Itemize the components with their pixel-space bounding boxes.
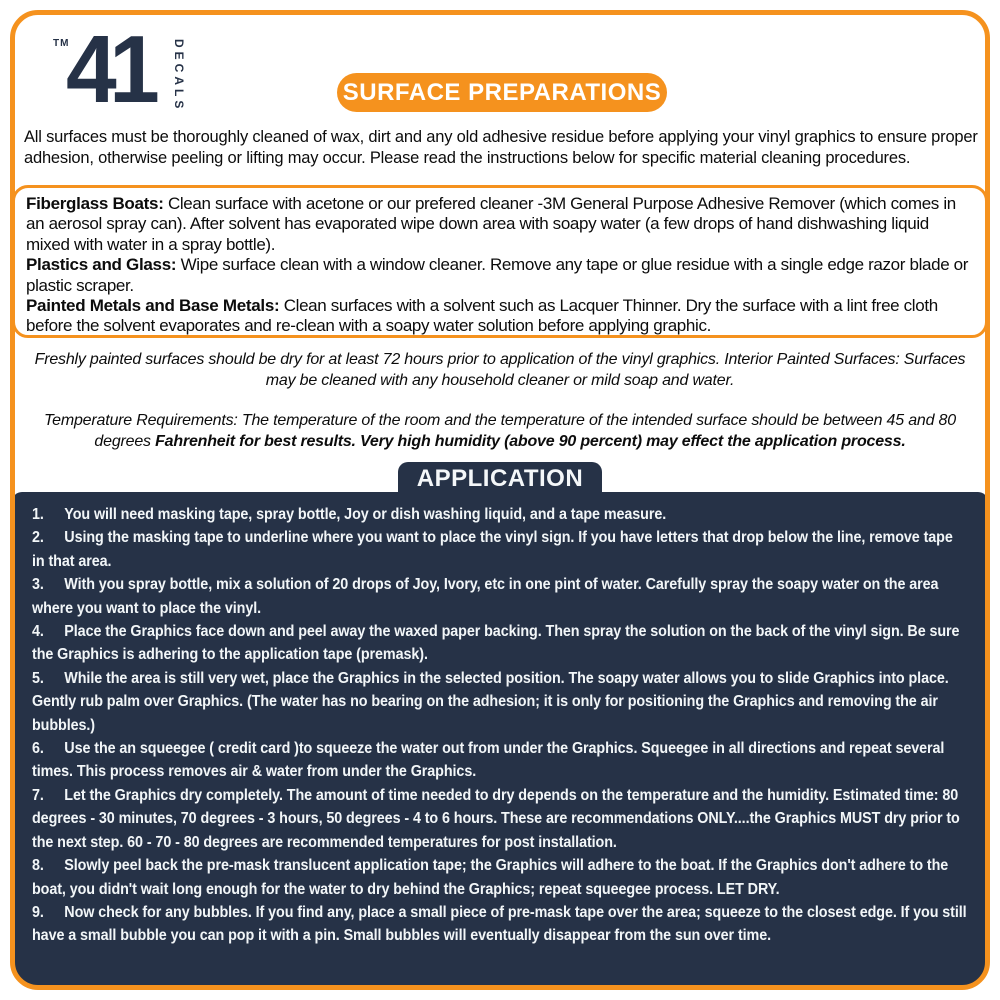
step-text: Using the masking tape to underline where you want to place the vinyl sign. If you have letters that drop below the line, remove tape in that area.	[32, 529, 953, 570]
step-number: 3.	[32, 576, 44, 594]
logo-vertical-text: DECALS	[172, 39, 186, 113]
material-cleaning-paragraph	[26, 255, 974, 296]
step-text: Let the Graphics dry completely. The amount of time needed to dry depends on the temperature and the humidity. Estimated time: 80 degrees - 30 minutes, 70 degrees - 3 hours, 50 degrees - 4 to 6 hours. These are recommendations ONLY....the Graphics MUST dry prior to the next step. 60 - 70 - 80 degrees are recommended temperatures for post installation.	[32, 786, 960, 851]
step-number: 8.	[32, 857, 44, 875]
application-header-tab	[398, 462, 602, 496]
step-number: 7.	[32, 786, 44, 804]
drying-note: Freshly painted surfaces should be dry for at least 72 hours prior to application of the vinyl graphics. Interior Painted Surfaces: Surfaces may be cleaned with any household cleaner or mild soap and water.	[34, 351, 966, 389]
material-cleaning-box	[12, 185, 988, 338]
application-step	[32, 573, 967, 620]
application-title: APPLICATION	[416, 465, 584, 492]
logo-number: 41	[66, 16, 153, 123]
brand-logo	[50, 16, 200, 126]
step-number: 6.	[32, 740, 44, 758]
step-number: 9.	[32, 903, 44, 921]
step-text: While the area is still very wet, place the Graphics in the selected position. The soapy water allows you to slide Graphics into place. Gently rub palm over Graphics. (The water has no bearing on the adhesion; it is only for positioning the Graphics and removing the air bubbles.)	[32, 669, 949, 734]
material-label: Plastics and Glass:	[26, 255, 177, 275]
application-step	[32, 854, 967, 901]
application-step	[32, 901, 967, 948]
temperature-note	[25, 410, 975, 452]
application-step	[32, 620, 967, 667]
step-text: You will need masking tape, spray bottle, Joy or dish washing liquid, and a tape measure.	[64, 506, 667, 523]
step-text: Use the an squeegee ( credit card )to squeeze the water out from under the Graphics. Squeegee in all directions and repeat several times. This process removes air & water from under the Graphics.	[32, 740, 945, 781]
step-number: 2.	[32, 529, 44, 547]
temperature-note-regular: Temperature Requirements: The temperature of the room and the temperature of the intended surface should be between 45 and 80 degrees	[44, 412, 956, 450]
application-step	[32, 503, 967, 526]
temperature-note-bold: Fahrenheit for best results. Very high humidity (above 90 percent) may effect the application process.	[155, 433, 906, 450]
step-text: Now check for any bubbles. If you find any, place a small piece of pre-mask tape over the area; squeeze to the closest edge. If you still have a small bubble you can pop it with a pin. Small bubbles will eventually disappear from the sun over time.	[32, 903, 967, 945]
material-cleaning-paragraph	[26, 296, 974, 337]
application-step	[32, 784, 967, 854]
material-instructions: Wipe surface clean with a window cleaner. Remove any tape or glue residue with a single edge razor blade or plastic scraper.	[26, 255, 969, 295]
step-number: 4.	[32, 623, 44, 641]
application-step	[32, 526, 967, 573]
material-label: Painted Metals and Base Metals:	[26, 296, 280, 316]
surface-preparations-title: SURFACE PREPARATIONS	[342, 78, 662, 106]
application-box	[12, 492, 988, 988]
step-text: Place the Graphics face down and peel away the waxed paper backing. Then spray the solution on the back of the vinyl sign. Be sure the Graphics is adhering to the application tape (premask).	[32, 623, 960, 664]
material-instructions: Clean surfaces with a solvent such as Lacquer Thinner. Dry the surface with a lint free cloth before the solvent evaporates and re-clean with a soapy water solution before applying graphic.	[26, 296, 938, 336]
step-number: 1.	[32, 506, 44, 523]
step-number: 5.	[32, 669, 44, 687]
step-text: With you spray bottle, mix a solution of 20 drops of Joy, Ivory, etc in one pint of water. Carefully spray the soapy water on the area where you want to place the vinyl.	[32, 576, 939, 617]
material-label: Fiberglass Boats:	[26, 194, 164, 213]
trademark-symbol: TM	[53, 38, 70, 49]
material-cleaning-paragraph	[26, 194, 974, 255]
application-step	[32, 737, 967, 784]
step-text: Slowly peel back the pre-mask translucent application tape; the Graphics will adhere to the boat. If the Graphics don't adhere to the boat, you didn't wait long enough for the water to dry behind the Graphics; repeat squeegee process. LET DRY.	[32, 857, 949, 898]
application-steps	[32, 503, 967, 948]
intro-paragraph: All surfaces must be thoroughly cleaned of wax, dirt and any old adhesive residue before applying your vinyl graphics to ensure proper adhesion, otherwise peeling or lifting may occur. Please read the instructions below for specific material cleaning procedures.	[24, 128, 978, 167]
surface-preparations-header	[337, 73, 667, 112]
material-instructions: Clean surface with acetone or our prefered cleaner -3M General Purpose Adhesive Remover (which comes in an aerosol spray can). After solvent has evaporated wipe down area with soapy water (a few drops of hand dishwashing liquid mixed with water in a spray bottle).	[26, 194, 956, 254]
application-step	[32, 667, 967, 737]
